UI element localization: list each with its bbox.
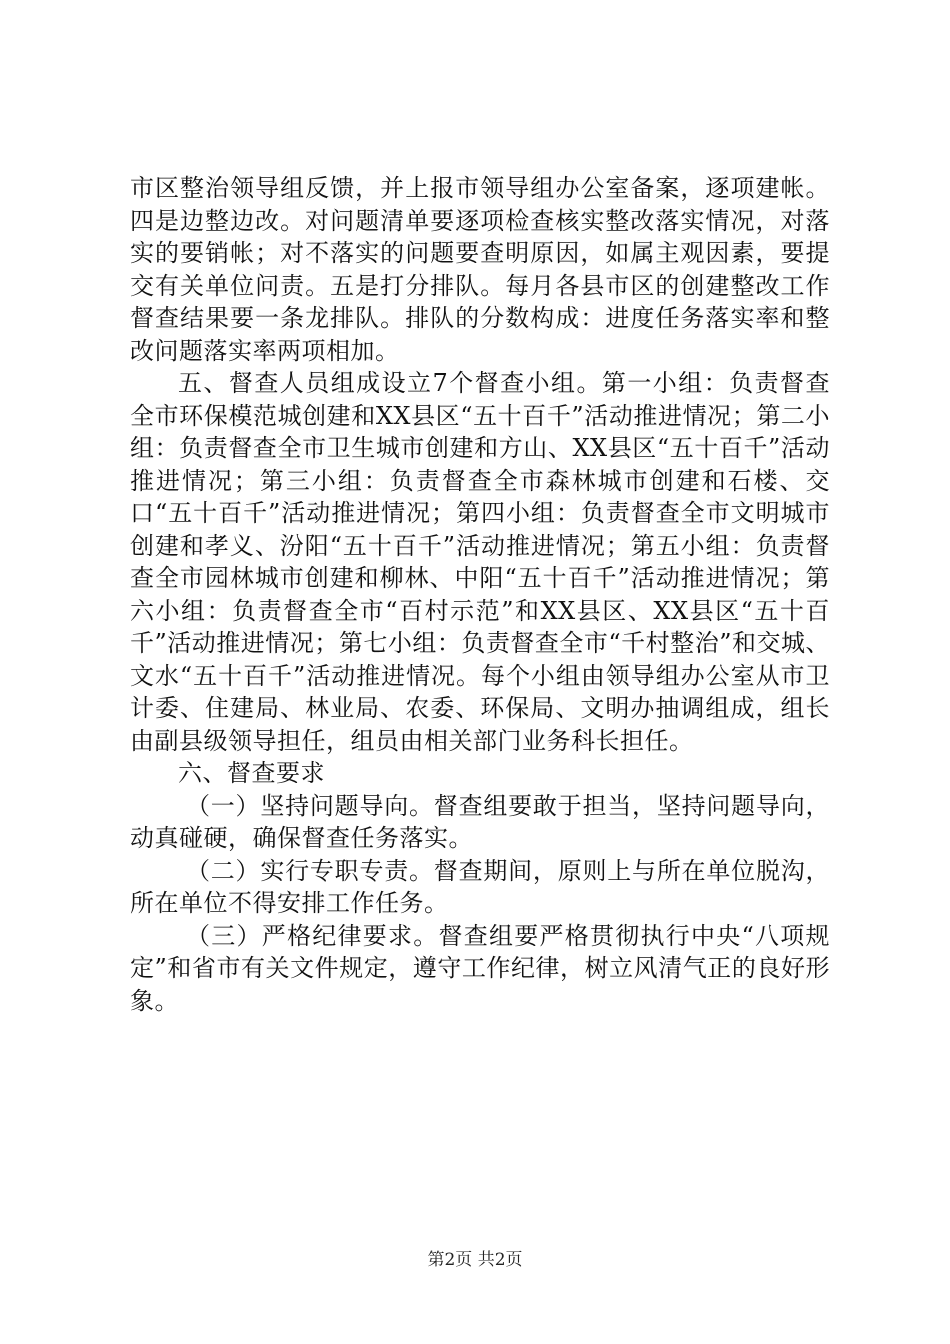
paragraph-inspection-groups: 五、督查人员组成设立7个督查小组。第一小组：负责督查全市环保模范城创建和XX县区“五十百千”活动推进情况；第二小组：负责督查全市卫生城市创建和方山、XX县区“五十百千”活动推进情况；第三小组：负责督查全市森林城市创建和石楼、交口“五十百千”活动推进情况；第四小组：负责督查全市文明城市创建和孝义、汾阳“五十百千”活动推进情况；第五小组：负责督查全市园林城市创建和柳林、中阳“五十百千”活动推进情况；第六小组：负责督查全市“百村示范”和XX县区、XX县区“五十百千”活动推进情况；第七小组：负责督查全市“千村整治”和交城、文水“五十百千”活动推进情况。每个小组由领导组办公室从市卫计委、住建局、林业局、农委、环保局、文明办抽调组成，组长由副县级领导担任，组员由相关部门业务科长担任。: [130, 369, 830, 755]
paragraph-requirement-2: （二）实行专职专责。督查期间，原则上与所在单位脱沟，所在单位不得安排工作任务。: [130, 856, 830, 917]
paragraph-requirement-3: （三）严格纪律要求。督查组要严格贯彻执行中央“八项规定”和省市有关文件规定，遵守工作纪律，树立风清气正的良好形象。: [130, 921, 830, 1015]
paragraph-rectification-steps: 市区整治领导组反馈，并上报市领导组办公室备案，逐项建帐。四是边整边改。对问题清单要逐项检查核实整改落实情况，对落实的要销帐；对不落实的问题要查明原因，如属主观因素，要提交有关单位问责。五是打分排队。每月各县市区的创建整改工作督查结果要一条龙排队。排队的分数构成：进度任务落实率和整改问题落实率两项相加。: [130, 174, 830, 365]
document-body: [130, 172, 830, 1017]
paragraph-requirement-1: （一）坚持问题导向。督查组要敢于担当，坚持问题导向，动真碰硬，确保督查任务落实。: [130, 791, 830, 852]
page-number-footer: 第2页 共2页: [427, 1250, 523, 1270]
section-heading-requirements: 六、督查要求: [178, 759, 325, 787]
